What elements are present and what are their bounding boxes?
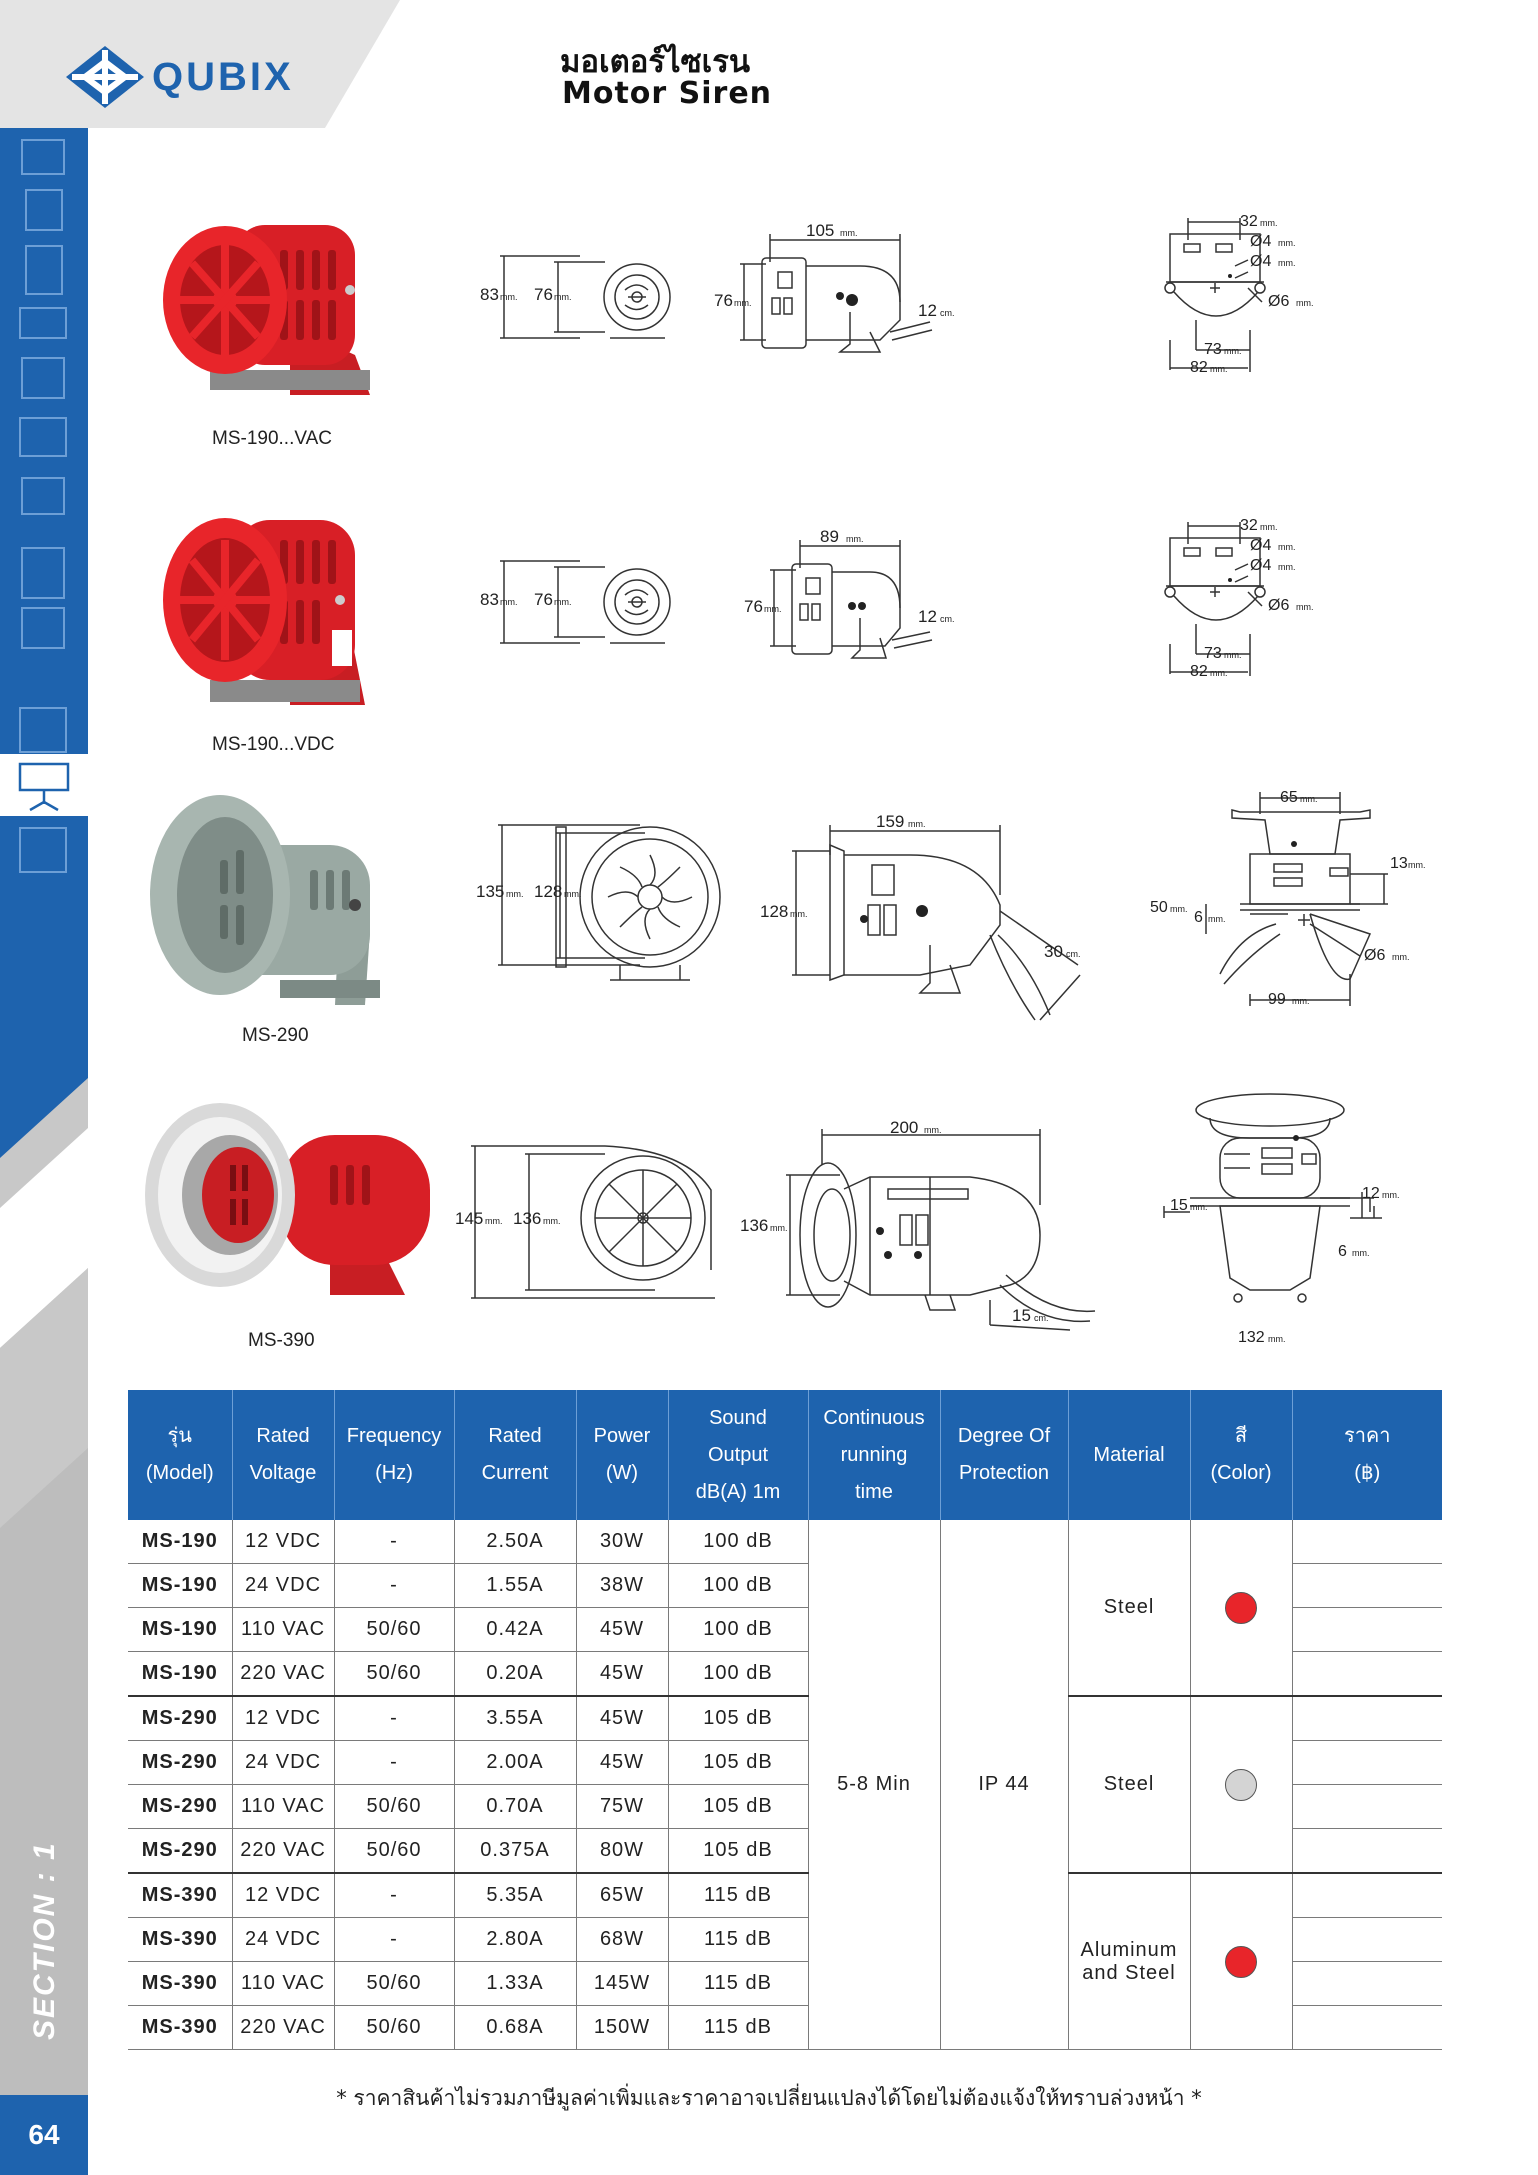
table-row: [128, 1696, 1442, 1741]
product-photo-ms290: [140, 790, 380, 1015]
dim-text: 76: [534, 285, 553, 304]
unit-text: cm.: [1066, 949, 1081, 959]
dim-text: 200: [890, 1118, 919, 1137]
cell-price: [1292, 1918, 1442, 1962]
header-time: Continuous running time: [808, 1390, 940, 1520]
product-label: MS-190...VDC: [212, 734, 335, 755]
cell-model: MS-290: [128, 1696, 232, 1741]
brand-name: QUBIX: [152, 54, 294, 99]
product-photo-ms190-vdc: [140, 500, 380, 710]
cell-current: 0.20A: [454, 1652, 576, 1697]
cell-price: [1292, 2006, 1442, 2050]
cell-price: [1292, 1564, 1442, 1608]
dim-text: 12: [918, 607, 937, 626]
unit-text: cm.: [1034, 1313, 1049, 1323]
unit-text: mm.: [734, 298, 752, 308]
table-header-row: [128, 1390, 1442, 1520]
cell-voltage: 24 VDC: [232, 1564, 334, 1608]
cell-sound: 100 dB: [668, 1564, 808, 1608]
unit-text: mm.: [1300, 794, 1318, 804]
color-swatch-grey: [1225, 1769, 1257, 1801]
dim-text: Ø6: [1268, 293, 1290, 310]
drawing-side-ms290: [760, 812, 1095, 1035]
table-row: [128, 1520, 1442, 1564]
price-footnote: * ราคาสินค้าไม่รวมภาษีมูลค่าเพิ่มและราคาอาจเปลี่ยนแปลงได้โดยไม่ต้องแจ้งให้ทราบล่วงหน้า *: [336, 2086, 1202, 2110]
unit-text: mm.: [1268, 1334, 1286, 1344]
dim-text: 82: [1190, 359, 1208, 376]
unit-text: mm.: [1210, 364, 1228, 374]
cell-frequency: 50/60: [334, 2006, 454, 2050]
unit-text: cm.: [940, 308, 955, 318]
cell-running-time: 5-8 Min: [808, 1520, 940, 2050]
section-label: SECTION : 1: [28, 1841, 61, 2040]
dim-text: 136: [740, 1216, 769, 1235]
product-photo-ms390: [140, 1095, 440, 1305]
header-color: สี (Color): [1190, 1390, 1292, 1520]
cell-price: [1292, 1785, 1442, 1829]
cell-sound: 115 dB: [668, 1873, 808, 1918]
dim-text: 83: [480, 285, 499, 304]
cell-current: 2.80A: [454, 1918, 576, 1962]
cell-sound: 115 dB: [668, 2006, 808, 2050]
cell-power: 65W: [576, 1873, 668, 1918]
material-line: and Steel: [1082, 1961, 1176, 1984]
dim-text: 32: [1240, 213, 1258, 230]
unit-text: mm.: [1278, 258, 1296, 268]
cell-current: 0.375A: [454, 1829, 576, 1874]
drawing-top-ms290: [1150, 784, 1426, 1024]
dim-text: 128: [760, 902, 789, 921]
dim-text: Ø6: [1364, 947, 1386, 964]
cell-sound: 100 dB: [668, 1520, 808, 1564]
cell-current: 5.35A: [454, 1873, 576, 1918]
cell-price: [1292, 1829, 1442, 1874]
cell-frequency: -: [334, 1918, 454, 1962]
cell-material: Steel: [1068, 1696, 1190, 1873]
cell-frequency: 50/60: [334, 1652, 454, 1697]
cell-sound: 105 dB: [668, 1829, 808, 1874]
unit-text: cm.: [940, 614, 955, 624]
unit-text: mm.: [924, 1125, 942, 1135]
unit-text: mm.: [485, 1216, 503, 1226]
unit-text: mm.: [543, 1216, 561, 1226]
unit-text: mm.: [840, 228, 858, 238]
dim-text: 89: [820, 527, 839, 546]
dim-text: 82: [1190, 663, 1208, 680]
dim-text: 159: [876, 812, 905, 831]
page-title-english: Motor Siren: [562, 76, 773, 111]
dim-text: Ø4: [1250, 253, 1272, 270]
cell-model: MS-390: [128, 1873, 232, 1918]
unit-text: mm.: [1352, 1248, 1370, 1258]
cell-current: 3.55A: [454, 1696, 576, 1741]
unit-text: mm.: [500, 292, 518, 302]
qubix-logo-icon: [64, 44, 146, 110]
header-sound: Sound Output dB(A) 1m: [668, 1390, 808, 1520]
unit-text: mm.: [1392, 952, 1410, 962]
cell-frequency: -: [334, 1520, 454, 1564]
drawing-side-ms190-vac: [700, 222, 970, 362]
dim-text: 12: [1362, 1185, 1380, 1202]
dim-text: 65: [1280, 789, 1298, 806]
cell-current: 0.68A: [454, 2006, 576, 2050]
cell-current: 2.50A: [454, 1520, 576, 1564]
header-model: รุ่น (Model): [128, 1390, 232, 1520]
cell-sound: 105 dB: [668, 1741, 808, 1785]
unit-text: mm.: [1296, 602, 1314, 612]
cell-model: MS-290: [128, 1741, 232, 1785]
cell-power: 75W: [576, 1785, 668, 1829]
dim-text: 15: [1170, 1197, 1188, 1214]
dim-text: 13: [1390, 855, 1408, 872]
cell-power: 45W: [576, 1741, 668, 1785]
product-label: MS-290: [242, 1025, 309, 1046]
unit-text: mm.: [1408, 860, 1426, 870]
cell-power: 145W: [576, 1962, 668, 2006]
unit-text: mm.: [1260, 218, 1278, 228]
cell-voltage: 110 VAC: [232, 1608, 334, 1652]
cell-current: 2.00A: [454, 1741, 576, 1785]
cell-model: MS-290: [128, 1785, 232, 1829]
cell-frequency: -: [334, 1696, 454, 1741]
header-power: Power (W): [576, 1390, 668, 1520]
product-label: MS-390: [248, 1330, 315, 1351]
cell-model: MS-390: [128, 1962, 232, 2006]
cell-frequency: -: [334, 1741, 454, 1785]
cell-power: 30W: [576, 1520, 668, 1564]
cell-power: 38W: [576, 1564, 668, 1608]
cell-voltage: 220 VAC: [232, 2006, 334, 2050]
cell-model: MS-190: [128, 1608, 232, 1652]
drawing-front-ms390: [455, 1140, 725, 1305]
cell-voltage: 110 VAC: [232, 1785, 334, 1829]
unit-text: mm.: [1278, 238, 1296, 248]
dim-text: 145: [455, 1209, 484, 1228]
cell-price: [1292, 1652, 1442, 1697]
cell-price: [1292, 1873, 1442, 1918]
unit-text: mm.: [564, 889, 582, 899]
cell-voltage: 12 VDC: [232, 1873, 334, 1918]
cell-price: [1292, 1696, 1442, 1741]
header-voltage: Rated Voltage: [232, 1390, 334, 1520]
unit-text: mm.: [1292, 996, 1310, 1006]
dim-text: 73: [1204, 645, 1222, 662]
dim-text: 73: [1204, 341, 1222, 358]
product-label: MS-190...VAC: [212, 428, 333, 449]
unit-text: mm.: [790, 909, 808, 919]
cell-model: MS-290: [128, 1829, 232, 1874]
dim-text: 76: [714, 291, 733, 310]
brand-logo: [64, 44, 294, 110]
dim-text: 76: [744, 597, 763, 616]
cell-sound: 115 dB: [668, 1962, 808, 2006]
cell-voltage: 12 VDC: [232, 1696, 334, 1741]
cell-frequency: -: [334, 1564, 454, 1608]
page-title-thai: มอเตอร์ไซเรน: [560, 44, 751, 80]
unit-text: mm.: [1296, 298, 1314, 308]
dim-text: 6: [1338, 1243, 1347, 1260]
cell-model: MS-390: [128, 1918, 232, 1962]
cell-voltage: 220 VAC: [232, 1829, 334, 1874]
cell-current: 1.55A: [454, 1564, 576, 1608]
cell-model: MS-390: [128, 2006, 232, 2050]
cell-sound: 105 dB: [668, 1785, 808, 1829]
cell-sound: 115 dB: [668, 1918, 808, 1962]
cell-frequency: 50/60: [334, 1785, 454, 1829]
drawing-top-ms390: [1150, 1088, 1420, 1348]
unit-text: mm.: [1208, 914, 1226, 924]
cell-color: [1190, 1696, 1292, 1873]
unit-text: mm.: [506, 889, 524, 899]
cell-power: 80W: [576, 1829, 668, 1874]
cell-power: 45W: [576, 1608, 668, 1652]
header-frequency: Frequency (Hz): [334, 1390, 454, 1520]
unit-text: mm.: [1278, 542, 1296, 552]
color-swatch-red: [1225, 1946, 1257, 1978]
unit-text: mm.: [908, 819, 926, 829]
dim-text: Ø6: [1268, 597, 1290, 614]
dim-text: 132: [1238, 1329, 1265, 1346]
color-swatch-red: [1225, 1592, 1257, 1624]
unit-text: mm.: [1224, 650, 1242, 660]
dim-text: Ø4: [1250, 557, 1272, 574]
cell-color: [1190, 1873, 1292, 2050]
unit-text: mm.: [500, 597, 518, 607]
siren-icon: [0, 754, 88, 816]
unit-text: mm.: [770, 1223, 788, 1233]
cell-model: MS-190: [128, 1652, 232, 1697]
cell-material: Steel: [1068, 1520, 1190, 1696]
unit-text: mm.: [1190, 1202, 1208, 1212]
cell-power: 68W: [576, 1918, 668, 1962]
cell-price: [1292, 1608, 1442, 1652]
dim-text: 50: [1150, 899, 1168, 916]
drawing-top-ms190-vdc: [1140, 514, 1340, 684]
cell-color: [1190, 1520, 1292, 1696]
cell-frequency: 50/60: [334, 1608, 454, 1652]
dim-text: 128: [534, 882, 563, 901]
cell-voltage: 24 VDC: [232, 1741, 334, 1785]
cell-material: [1068, 1873, 1190, 2050]
active-category-tab[interactable]: [0, 754, 88, 816]
unit-text: mm.: [1224, 346, 1242, 356]
unit-text: mm.: [554, 292, 572, 302]
cell-sound: 100 dB: [668, 1608, 808, 1652]
header-protection: Degree Of Protection: [940, 1390, 1068, 1520]
cell-model: MS-190: [128, 1564, 232, 1608]
unit-text: mm.: [764, 604, 782, 614]
dim-text: 6: [1194, 909, 1203, 926]
product-photo-ms190-vac: [140, 205, 380, 405]
header-price: ราคา (฿): [1292, 1390, 1442, 1520]
drawing-front-ms190-vdc: [470, 555, 680, 665]
dim-text: Ø4: [1250, 537, 1272, 554]
cell-price: [1292, 1741, 1442, 1785]
cell-power: 45W: [576, 1652, 668, 1697]
drawing-side-ms390: [740, 1118, 1110, 1335]
cell-model: MS-190: [128, 1520, 232, 1564]
cell-power: 45W: [576, 1696, 668, 1741]
dim-text: 105: [806, 221, 835, 240]
cell-voltage: 24 VDC: [232, 1918, 334, 1962]
cell-price: [1292, 1962, 1442, 2006]
cell-sound: 105 dB: [668, 1696, 808, 1741]
header-material: Material: [1068, 1390, 1190, 1520]
dim-text: 76: [534, 590, 553, 609]
dim-text: 99: [1268, 991, 1286, 1008]
unit-text: mm.: [846, 534, 864, 544]
cell-current: 0.70A: [454, 1785, 576, 1829]
cell-voltage: 220 VAC: [232, 1652, 334, 1697]
dim-text: 12: [918, 301, 937, 320]
unit-text: mm.: [554, 597, 572, 607]
material-line: Aluminum: [1080, 1938, 1178, 1961]
dim-text: 30: [1044, 942, 1063, 961]
spec-table: [128, 1390, 1442, 2050]
cell-power: 150W: [576, 2006, 668, 2050]
cell-sound: 100 dB: [668, 1652, 808, 1697]
cell-price: [1292, 1520, 1442, 1564]
unit-text: mm.: [1260, 522, 1278, 532]
page-number: 64: [0, 2095, 88, 2175]
unit-text: mm.: [1278, 562, 1296, 572]
cell-frequency: 50/60: [334, 1829, 454, 1874]
cell-voltage: 110 VAC: [232, 1962, 334, 2006]
dim-text: 15: [1012, 1306, 1031, 1325]
dim-text: Ø4: [1250, 233, 1272, 250]
dim-text: 135: [476, 882, 505, 901]
unit-text: mm.: [1210, 668, 1228, 678]
cell-voltage: 12 VDC: [232, 1520, 334, 1564]
unit-text: mm.: [1382, 1190, 1400, 1200]
dim-text: 83: [480, 590, 499, 609]
dim-text: 136: [513, 1209, 542, 1228]
drawing-front-ms190-vac: [470, 250, 680, 360]
unit-text: mm.: [1170, 904, 1188, 914]
dim-text: 32: [1240, 517, 1258, 534]
cell-current: 1.33A: [454, 1962, 576, 2006]
cell-protection: IP 44: [940, 1520, 1068, 2050]
header-current: Rated Current: [454, 1390, 576, 1520]
cell-current: 0.42A: [454, 1608, 576, 1652]
cell-frequency: 50/60: [334, 1962, 454, 2006]
drawing-side-ms190-vdc: [730, 528, 970, 668]
cell-frequency: -: [334, 1873, 454, 1918]
drawing-front-ms290: [470, 815, 740, 990]
drawing-top-ms190-vac: [1140, 210, 1340, 380]
table-row: [128, 1873, 1442, 1918]
